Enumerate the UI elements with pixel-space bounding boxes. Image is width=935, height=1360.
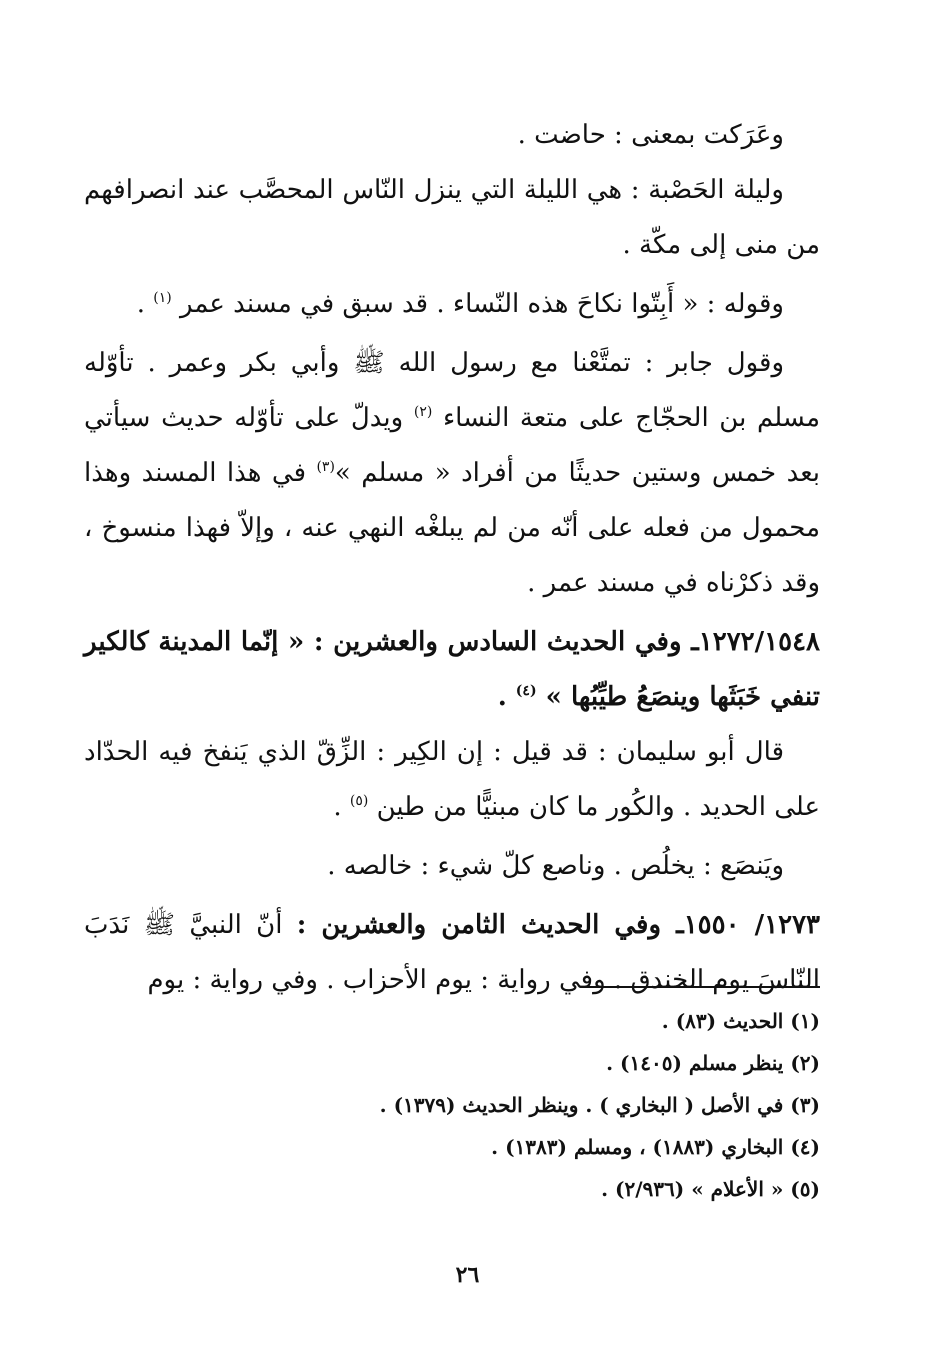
footnote-ref: (١) <box>153 290 172 306</box>
footnote: (١) الحديث (٨٣) . <box>661 1009 820 1033</box>
paragraph: وقول جابر : تمتَّعْنا مع رسول الله ﷺ وأبي بكر وعمر . تأوّله مسلم بن الحجّاج على متعة النساء $^{(٢)}$ ويدلّ على تأوّله حديث سيأتي بعد خمس وستين حديثًا من أفراد « مسلم »$^{(٣)}$ في هذا المسند وهذا محمول من فعله على أنّه من لم يبلغْه النهي عنه ، وإلاّ فهذا منسوخ ، وقد ذكرْناه في مسند عمر . <box>84 348 821 598</box>
footnote: (٢) ينظر مسلم (١٤٠٥) . <box>606 1051 820 1075</box>
footnote-ref: (٢) <box>413 404 433 420</box>
paragraph: ويَنصَع : يخلُص . وناصع كلّ شيء : خالصه . <box>327 851 784 881</box>
paragraph: قال أبو سليمان : قد قيل : إن الكِير : الزِّقّ الذي يَنفخ فيه الحدّاد على الحديد . والكُور ما كان مبنيًّا من طين $^{(٥)}$ . <box>84 737 820 822</box>
footnote-ref: (٤) <box>515 683 537 699</box>
footnote-ref: (٣) <box>316 459 335 475</box>
page-number: ٢٦ <box>455 1262 480 1288</box>
footnote-divider <box>584 986 820 988</box>
hadith-heading: ١٢٧٢/١٥٤٨ـ وفي الحديث السادس والعشرين : « إنّما المدينة كالكير تنفي خَبَثَها وينصَعُ طيِّبُها » $^{(٤)}$ . <box>84 627 820 712</box>
main-text <box>84 108 820 1008</box>
paragraph: وليلة الحَصْبة : هي الليلة التي ينزل النّاس المحصَّب عند انصرافهم من منى إلى مكّة . <box>84 175 820 260</box>
footnote: (٥) « الأعلام » (٢/٩٣٦) . <box>601 1177 820 1201</box>
paragraph: وقوله : « أَبِتّوا نكاحَ هذه النّساء . قد سبق في مسند عمر $^{(١)}$ . <box>136 289 784 319</box>
footnotes <box>84 1000 820 1210</box>
paragraph: وعَرَكت بمعنى : حاضت . <box>517 120 784 150</box>
footnote: (٤) البخاري (١٨٨٣) ، ومسلم (١٣٨٣) . <box>491 1135 820 1159</box>
footnote: (٣) في الأصل ( البخاري ) . وينظر الحديث (١٣٧٩) . <box>379 1093 820 1117</box>
footnote-ref: (٥) <box>349 793 369 809</box>
hadith-heading: ١٢٧٣/ ١٥٥٠ـ وفي الحديث الثامن والعشرين : أنّ النبيَّ ﷺ نَدَبَ النّاسَ يوم الخندق . وفي رواية : يوم الأحزاب . وفي رواية : يوم <box>84 910 820 995</box>
